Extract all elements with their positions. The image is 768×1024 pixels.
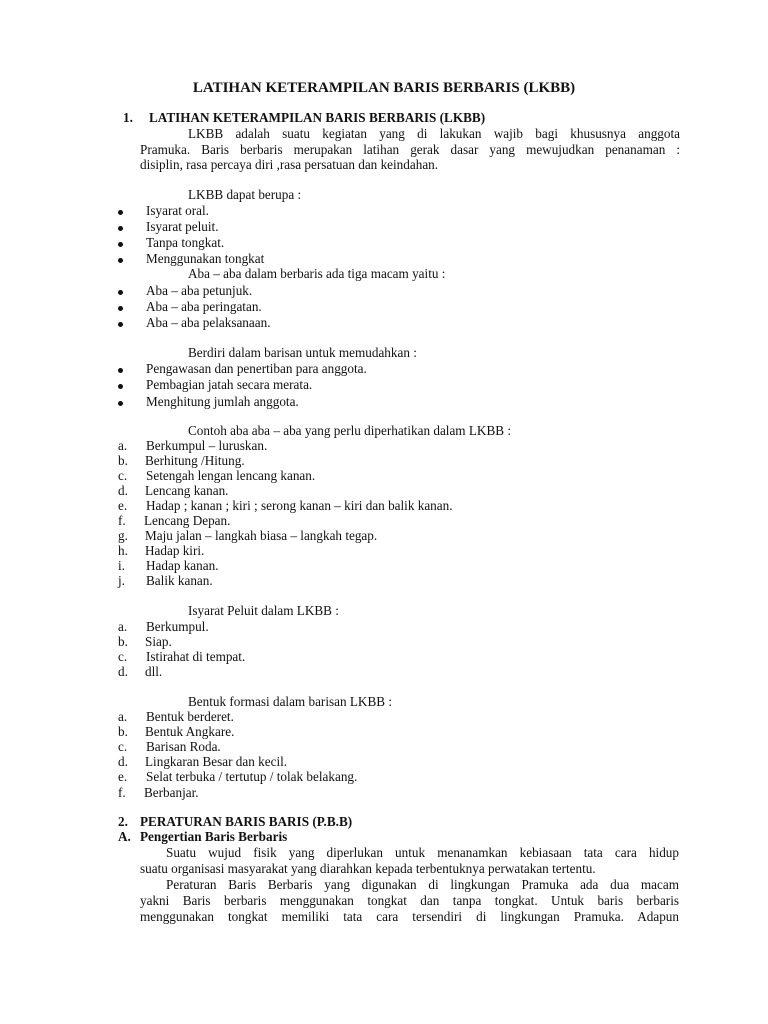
list-item: Balik kanan. — [146, 573, 213, 588]
subsection-a-heading: Pengertian Baris Berbaris — [140, 829, 288, 844]
paragraph-1-line-1: Suatu wujud fisik yang diperlukan untuk menanamkan kebiasaan tata cara hidup — [166, 845, 679, 860]
list-item: Bentuk berderet. — [146, 709, 234, 724]
command-examples-lead: Contoh aba aba – aba yang perlu diperhatikan dalam LKBB : — [188, 423, 511, 438]
bullet-icon — [118, 258, 123, 263]
paragraph-2-line-3: menggunakan tongkat memiliki tata cara tersendiri di lingkungan Pramuka. Adapun — [140, 909, 679, 924]
bullet-icon — [118, 306, 123, 311]
lkbb-forms-lead: LKBB dapat berupa : — [188, 187, 302, 202]
list-marker: b. — [118, 453, 128, 468]
list-marker: a. — [118, 709, 128, 724]
intro-line-2: Pramuka. Baris berbaris merupakan latihan gerak dasar yang mewujudkan penanaman : — [140, 142, 680, 157]
list-item: dll. — [145, 664, 163, 679]
list-item: Menghitung jumlah anggota. — [146, 394, 299, 409]
bullet-icon — [118, 210, 123, 215]
list-marker: b. — [118, 724, 128, 739]
section-1-heading: LATIHAN KETERAMPILAN BARIS BERBARIS (LKBB) — [149, 110, 486, 125]
list-item: Bentuk Angkare. — [145, 724, 235, 739]
list-item: Pembagian jatah secara merata. — [146, 377, 313, 392]
list-marker: b. — [118, 634, 128, 649]
list-item: Maju jalan – langkah biasa – langkah tegap. — [145, 528, 378, 543]
list-item: Lencang kanan. — [145, 483, 229, 498]
list-marker: c. — [118, 739, 128, 754]
list-item: Berkumpul. — [146, 619, 209, 634]
list-item: Siap. — [145, 634, 172, 649]
section-2-number: 2. — [118, 814, 128, 829]
list-item: Setengah lengan lencang kanan. — [146, 468, 316, 483]
list-marker: j. — [118, 573, 125, 588]
section-1-number: 1. — [123, 110, 133, 125]
list-marker: i. — [118, 558, 125, 573]
list-item: Lingkaran Besar dan kecil. — [145, 754, 288, 769]
bullet-icon — [118, 322, 123, 327]
list-marker: e. — [118, 769, 128, 784]
list-item: Pengawasan dan penertiban para anggota. — [146, 361, 367, 376]
list-marker: g. — [118, 528, 128, 543]
list-item: Aba – aba pelaksanaan. — [146, 315, 271, 330]
list-marker: f. — [118, 513, 126, 528]
bullet-icon — [118, 368, 123, 373]
list-item: Isyarat oral. — [146, 203, 209, 218]
list-marker: e. — [118, 498, 128, 513]
list-item: Hadap kanan. — [146, 558, 219, 573]
intro-line-1: LKBB adalah suatu kegiatan yang di lakukan wajib bagi khususnya anggota — [188, 126, 680, 141]
paragraph-2-line-2: yakni Baris berbaris menggunakan tongkat dan tanpa tongkat. Untuk baris berbaris — [140, 893, 679, 908]
bullet-icon — [118, 290, 123, 295]
list-marker: a. — [118, 438, 128, 453]
list-marker: a. — [118, 619, 128, 634]
bullet-icon — [118, 384, 123, 389]
formations-lead: Bentuk formasi dalam barisan LKBB : — [188, 694, 393, 709]
list-item: Istirahat di tempat. — [146, 649, 246, 664]
bullet-icon — [118, 242, 123, 247]
command-types-lead: Aba – aba dalam berbaris ada tiga macam yaitu : — [188, 266, 446, 281]
list-item: Lencang Depan. — [144, 513, 231, 528]
list-marker: f. — [118, 785, 126, 800]
list-item: Hadap ; kanan ; kiri ; serong kanan – kiri dan balik kanan. — [146, 498, 453, 513]
list-item: Hadap kiri. — [145, 543, 205, 558]
list-item: Tanpa tongkat. — [146, 235, 225, 250]
document-title: LATIHAN KETERAMPILAN BARIS BERBARIS (LKBB) — [192, 80, 576, 96]
intro-line-3: disiplin, rasa percaya diri ,rasa persatuan dan keindahan. — [140, 157, 439, 172]
whistle-signals-lead: Isyarat Peluit dalam LKBB : — [188, 603, 339, 618]
list-marker: c. — [118, 649, 128, 664]
list-item: Aba – aba petunjuk. — [146, 283, 253, 298]
bullet-icon — [118, 401, 123, 406]
list-marker: d. — [118, 754, 128, 769]
list-marker: d. — [118, 664, 128, 679]
list-item: Menggunakan tongkat — [146, 251, 265, 266]
subsection-a-marker: A. — [118, 829, 131, 844]
list-item: Aba – aba peringatan. — [146, 299, 262, 314]
paragraph-1-line-2: suatu organisasi masyarakat yang diarahkan kepada terbentuknya perwatakan tertentu. — [140, 861, 596, 876]
list-item: Selat terbuka / tertutup / tolak belakang. — [146, 769, 358, 784]
list-marker: c. — [118, 468, 128, 483]
list-item: Barisan Roda. — [146, 739, 221, 754]
line-purpose-lead: Berdiri dalam barisan untuk memudahkan : — [188, 345, 417, 360]
section-2-heading: PERATURAN BARIS BARIS (P.B.B) — [140, 814, 353, 829]
list-item: Berkumpul – luruskan. — [146, 438, 268, 453]
list-item: Isyarat peluit. — [146, 219, 219, 234]
list-marker: d. — [118, 483, 128, 498]
list-marker: h. — [118, 543, 128, 558]
list-item: Berhitung /Hitung. — [145, 453, 245, 468]
paragraph-2-line-1: Peraturan Baris Berbaris yang digunakan di lingkungan Pramuka ada dua macam — [166, 877, 679, 892]
list-item: Berbanjar. — [144, 785, 199, 800]
bullet-icon — [118, 226, 123, 231]
